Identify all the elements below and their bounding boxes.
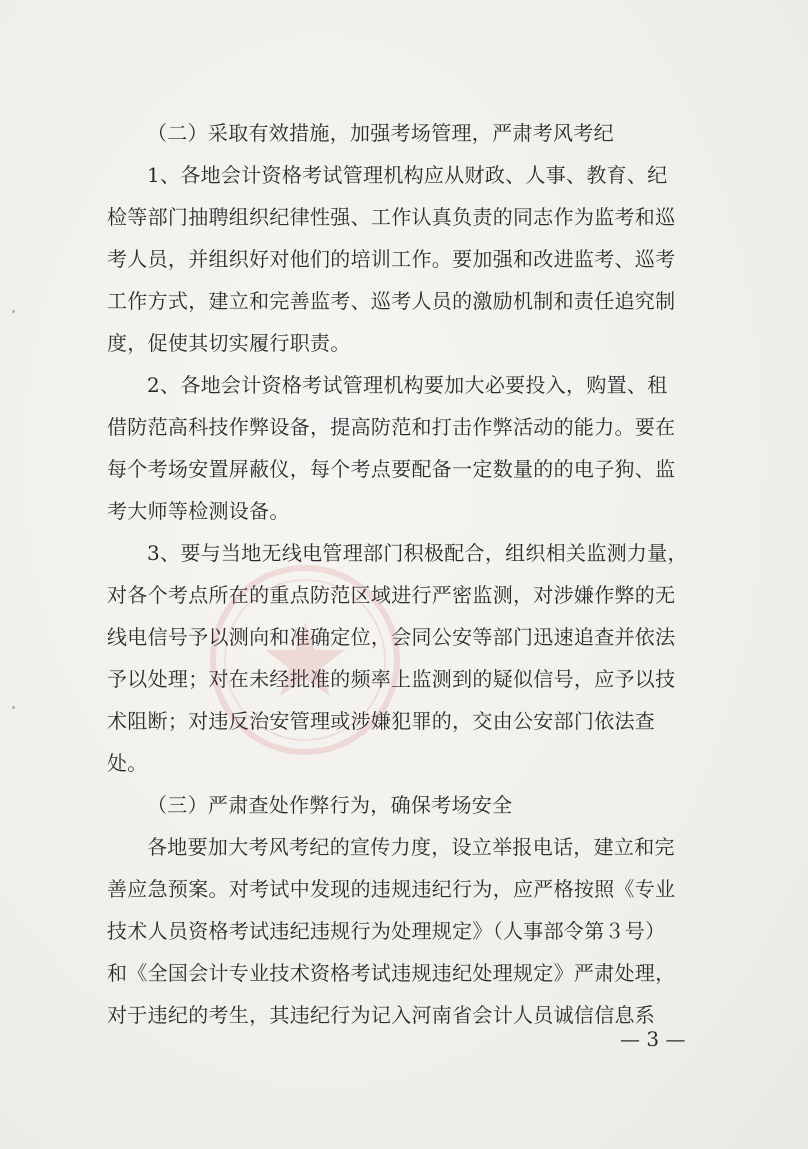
paragraph-line: 各地要加大考风考纪的宣传力度，设立举报电话，建立和完 xyxy=(147,835,675,859)
section-heading-3: （三）严肃查处作弊行为，确保考场安全 xyxy=(147,793,513,817)
paragraph-line: 2、各地会计资格考试管理机构要加大必要投入，购置、租 xyxy=(147,373,668,397)
paragraph-line: 1、各地会计资格考试管理机构应从财政、人事、教育、纪 xyxy=(147,163,668,187)
paragraph-line: 3、要与当地无线电管理部门积极配合，组织相关监测力量， xyxy=(147,541,688,565)
paragraph-line: 工作方式，建立和完善监考、巡考人员的激励机制和责任追究制 xyxy=(107,289,676,313)
paragraph-line: 对于违纪的考生，其违纪行为记入河南省会计人员诚信信息系 xyxy=(107,1003,656,1027)
paragraph-line: 线电信号予以测向和准确定位，会同公安等部门迅速追查并依法 xyxy=(107,625,676,649)
paragraph-line: 和《全国会计专业技术资格考试违规违纪处理规定》严肃处理， xyxy=(107,961,676,985)
paragraph-line: 予以处理；对在未经批准的频率上监测到的疑似信号，应予以技 xyxy=(107,667,676,691)
paragraph-line: 技术人员资格考试违纪违规行为处理规定》（人事部令第３号） xyxy=(107,919,666,943)
binding-hole-mark xyxy=(12,310,15,313)
paragraph-line: 对各个考点所在的重点防范区域进行严密监测，对涉嫌作弊的无 xyxy=(107,583,676,607)
paragraph-line: 借防范高科技作弊设备，提高防范和打击作弊活动的能力。要在 xyxy=(107,415,676,439)
paragraph-line: 考大师等检测设备。 xyxy=(107,499,290,523)
paragraph-line: 检等部门抽聘组织纪律性强、工作认真负责的同志作为监考和巡 xyxy=(107,205,676,229)
paragraph-line: 术阻断；对违反治安管理或涉嫌犯罪的，交由公安部门依法查 xyxy=(107,709,656,733)
binding-hole-mark xyxy=(12,706,15,709)
paragraph-line: 度，促使其切实履行职责。 xyxy=(107,331,351,355)
section-heading-2: （二）采取有效措施，加强考场管理，严肃考风考纪 xyxy=(147,121,614,145)
paragraph-line: 善应急预案。对考试中发现的违规违纪行为，应严格按照《专业 xyxy=(107,877,676,901)
paragraph-line: 每个考场安置屏蔽仪，每个考点要配备一定数量的的电子狗、监 xyxy=(107,457,676,481)
paragraph-line: 处。 xyxy=(107,751,148,775)
page-number: — 3 — xyxy=(620,1027,686,1051)
paragraph-line: 考人员，并组织好对他们的培训工作。要加强和改进监考、巡考 xyxy=(107,247,676,271)
